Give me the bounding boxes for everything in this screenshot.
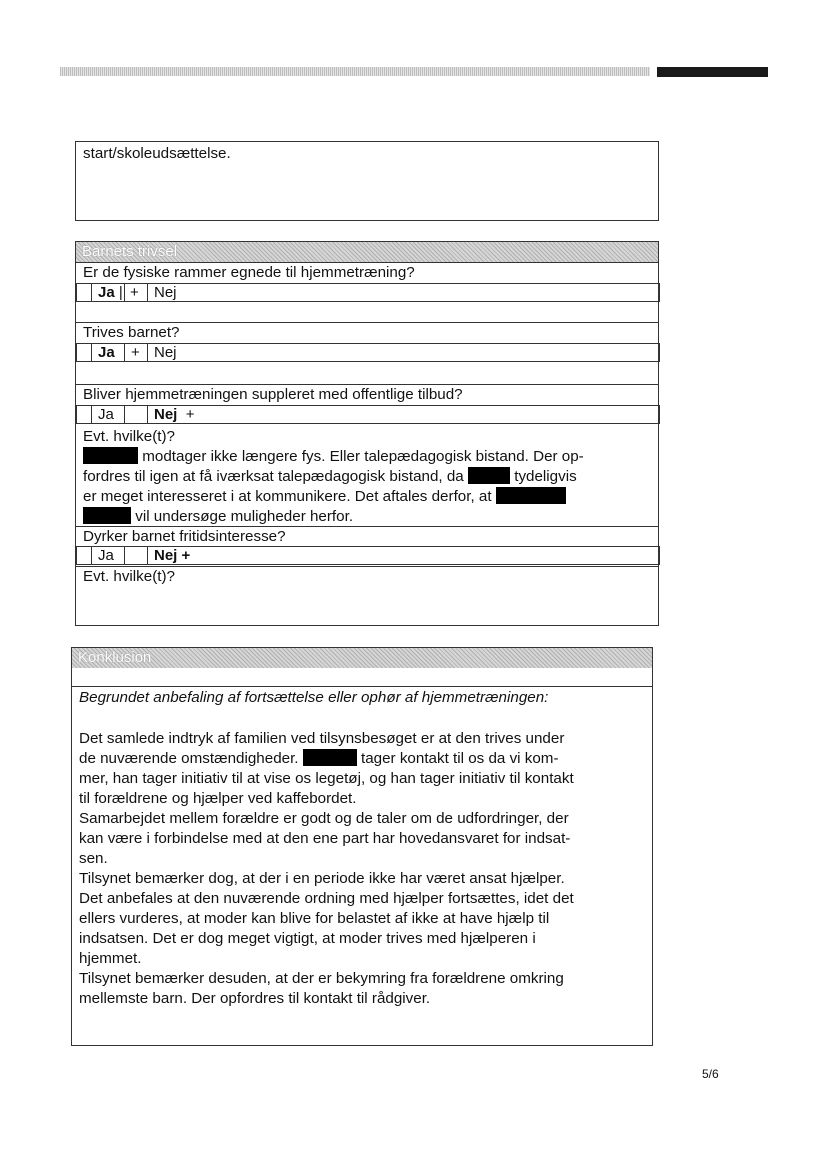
trivsel-section — [75, 241, 659, 626]
konklusion-line: ellers vurderes, at moder kan blive for belastet af ikke at have hjælp til — [79, 910, 550, 927]
trivsel-title-bar — [76, 242, 658, 262]
konklusion-p1-l3: mer, han tager initiativ til at vise os legetøj, og han tager initiativ til kontakt — [79, 770, 574, 787]
q2-ja[interactable]: Ja — [91, 343, 125, 362]
top-box-text: start/skoleudsættelse. — [83, 145, 231, 162]
header-rule-dark — [657, 67, 768, 77]
top-box — [75, 141, 659, 221]
q3-line1: modtager ikke længere fys. Eller talepædagogisk bistand. Der op- — [83, 447, 584, 467]
konklusion-heading: Begrundet anbefaling af fortsættelse eller ophør af hjemmetræningen: — [79, 689, 549, 706]
konklusion-title-bar — [72, 648, 652, 668]
q4-checkbox[interactable] — [76, 546, 92, 565]
q3-nej[interactable]: Nej + — [147, 405, 660, 424]
q1-mark: + — [122, 283, 148, 302]
q1-checkbox[interactable] — [76, 283, 92, 302]
q2-nej[interactable]: Nej — [147, 343, 660, 362]
konklusion-line: sen. — [79, 850, 108, 867]
q3-checkbox[interactable] — [76, 405, 92, 424]
q4-nej[interactable]: Nej + — [147, 546, 660, 565]
redaction — [496, 487, 566, 504]
konklusion-line: kan være i forbindelse med at den ene part har hovedansvaret for indsat- — [79, 830, 571, 847]
konklusion-title: Konklusion — [78, 649, 152, 666]
q3-ja[interactable]: Ja — [91, 405, 125, 424]
konklusion-p1-l2: de nuværende omstændigheder. tager kontakt til os da vi kom- — [79, 750, 559, 767]
konklusion-p1-l1: Det samlede indtryk af familien ved tilsynsbesøget er at den trives under — [79, 730, 565, 747]
q1-nej[interactable]: Nej — [147, 283, 660, 302]
q3-line4: vil undersøge muligheder herfor. — [83, 507, 353, 527]
page-number: 5/6 — [702, 1067, 719, 1081]
q3-evt: Evt. hvilke(t)? — [83, 428, 175, 445]
q2-label: Trives barnet? — [83, 324, 180, 341]
q3-blank[interactable] — [124, 405, 148, 424]
konklusion-line: Samarbejdet mellem forældre er godt og de taler om de udfordringer, der — [79, 810, 569, 827]
q2-mark: + — [124, 343, 148, 362]
q3-label: Bliver hjemmetræningen suppleret med offentlige tilbud? — [83, 386, 463, 403]
q4-blank[interactable] — [124, 546, 148, 565]
header-rule — [60, 67, 650, 76]
q2-checkbox[interactable] — [76, 343, 92, 362]
q4-ja[interactable]: Ja — [91, 546, 125, 565]
konklusion-line: hjemmet. — [79, 950, 142, 967]
redaction — [468, 467, 510, 484]
q3-line2: fordres til igen at få iværksat talepædagogisk bistand, da tydeligvis — [83, 468, 577, 485]
redaction — [83, 447, 138, 464]
konklusion-line: Tilsynet bemærker dog, at der i en periode ikke har været ansat hjælper. — [79, 870, 565, 887]
q1-ja[interactable]: Ja | — [91, 283, 125, 302]
konklusion-section — [71, 647, 653, 1046]
konklusion-line: Tilsynet bemærker desuden, at der er bekymring fra forældrene omkring — [79, 970, 564, 987]
konklusion-line: indsatsen. Det er dog meget vigtigt, at moder trives med hjælperen i — [79, 930, 536, 947]
konklusion-line: mellemste barn. Der opfordres til kontakt til rådgiver. — [79, 990, 431, 1007]
konklusion-p1-l4: til forældrene og hjælper ved kaffebordet. — [79, 790, 357, 807]
q4-evt: Evt. hvilke(t)? — [83, 568, 175, 585]
q4-label: Dyrker barnet fritidsinteresse? — [83, 528, 286, 545]
q1-label: Er de fysiske rammer egnede til hjemmetræning? — [83, 264, 415, 281]
konklusion-line: Det anbefales at den nuværende ordning med hjælper fortsættes, idet det — [79, 890, 574, 907]
trivsel-title: Barnets trivsel — [82, 243, 178, 260]
redaction — [83, 507, 131, 524]
q3-line3: er meget interesseret i at kommunikere. Det aftales derfor, at — [83, 487, 566, 507]
redaction — [303, 749, 357, 766]
